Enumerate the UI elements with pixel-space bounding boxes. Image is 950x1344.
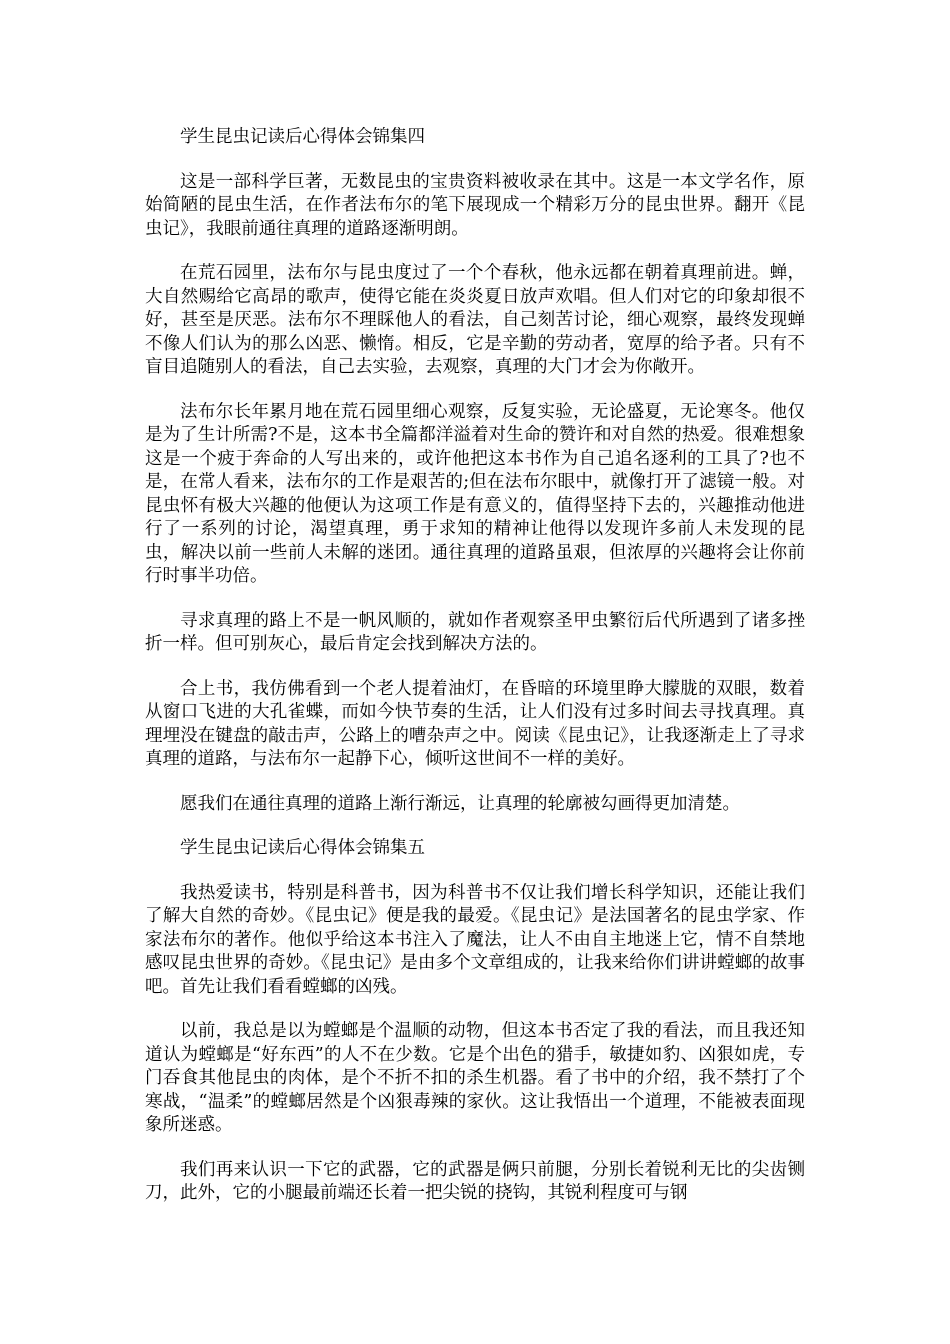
paragraph: 我热爱读书，特别是科普书，因为科普书不仅让我们增长科学知识，还能让我们了解大自然的奇妙。《昆虫记》便是我的最爱。《昆虫记》是法国著名的昆虫学家、作家法布尔的著作。他似乎给这本书注入了魔法，让人不由自主地迷上它，情不自禁地感叹昆虫世界的奇妙。《昆虫记》是由多个文章组成的，让我来给你们讲讲螳螂的故事吧。首先让我们看看螳螂的凶残。 bbox=[145, 882, 805, 997]
paragraph: 合上书，我仿佛看到一个老人提着油灯，在昏暗的环境里睁大朦胧的双眼，数着从窗口飞进的大孔雀蝶，而如今快节奏的生活，让人们没有过多时间去寻找真理。真理埋没在键盘的敲击声，公路上的嘈杂声之中。阅读《昆虫记》，让我逐渐走上了寻求真理的道路，与法布尔一起静下心，倾听这世间不一样的美好。 bbox=[145, 678, 805, 769]
document-page bbox=[145, 126, 805, 1227]
paragraph: 法布尔长年累月地在荒石园里细心观察，反复实验，无论盛夏，无论寒冬。他仅是为了生计所需?不是，这本书全篇都洋溢着对生命的赞许和对自然的热爱。很难想象这是一个疲于奔命的人写出来的，或许他把这本书作为自己追名逐利的工具了?也不是，在常人看来，法布尔的工作是艰苦的;但在法布尔眼中，就像打开了滤镜一般。对昆虫怀有极大兴趣的他便认为这项工作是有意义的，值得坚持下去的，兴趣推动他进行了一系列的讨论，渴望真理，勇于求知的精神让他得以发现许多前人未发现的昆虫，解决以前一些前人未解的迷团。通往真理的道路虽艰，但浓厚的兴趣将会让你前行时事半功倍。 bbox=[145, 401, 805, 586]
section-heading-5: 学生昆虫记读后心得体会锦集五 bbox=[180, 838, 425, 858]
paragraph: 我们再来认识一下它的武器，它的武器是俩只前腿，分别长着锐利无比的尖齿铡刀，此外，它的小腿最前端还长着一把尖锐的挠钩，其锐利程度可与钢 bbox=[145, 1159, 805, 1203]
paragraph: 寻求真理的路上不是一帆风顺的，就如作者观察圣甲虫繁衍后代所遇到了诸多挫折一样。但可别灰心，最后肯定会找到解决方法的。 bbox=[145, 610, 805, 654]
paragraph: 在荒石园里，法布尔与昆虫度过了一个个春秋，他永远都在朝着真理前进。蝉，大自然赐给它高昂的歌声，使得它能在炎炎夏日放声欢唱。但人们对它的印象却很不好，甚至是厌恶。法布尔不理睬他人的看法，自己刻苦讨论，细心观察，最终发现蝉不像人们认为的那么凶恶、懒惰。相反，它是辛勤的劳动者，宽厚的给予者。只有不盲目追随别人的看法，自己去实验，去观察，真理的大门才会为你敞开。 bbox=[145, 263, 805, 377]
paragraph: 愿我们在通往真理的道路上渐行渐远，让真理的轮廓被勾画得更加清楚。 bbox=[180, 793, 740, 814]
paragraph: 这是一部科学巨著，无数昆虫的宝贵资料被收录在其中。这是一本文学名作，原始简陋的昆虫生活，在作者法布尔的笔下展现成一个精彩万分的昆虫世界。翻开《昆虫记》，我眼前通往真理的道路逐渐明朗。 bbox=[145, 171, 805, 239]
paragraph: 以前，我总是以为螳螂是个温顺的动物，但这本书否定了我的看法，而且我还知道认为螳螂是“好东西”的人不在少数。它是个出色的猎手，敏捷如豹、凶狠如虎，专门吞食其他昆虫的肉体，是个不折不扣的杀生机器。看了书中的介绍，我不禁打了个寒战，“温柔”的螳螂居然是个凶狠毒辣的家伙。这让我悟出一个道理，不能被表面现象所迷惑。 bbox=[145, 1021, 805, 1135]
section-heading-4: 学生昆虫记读后心得体会锦集四 bbox=[180, 127, 425, 147]
